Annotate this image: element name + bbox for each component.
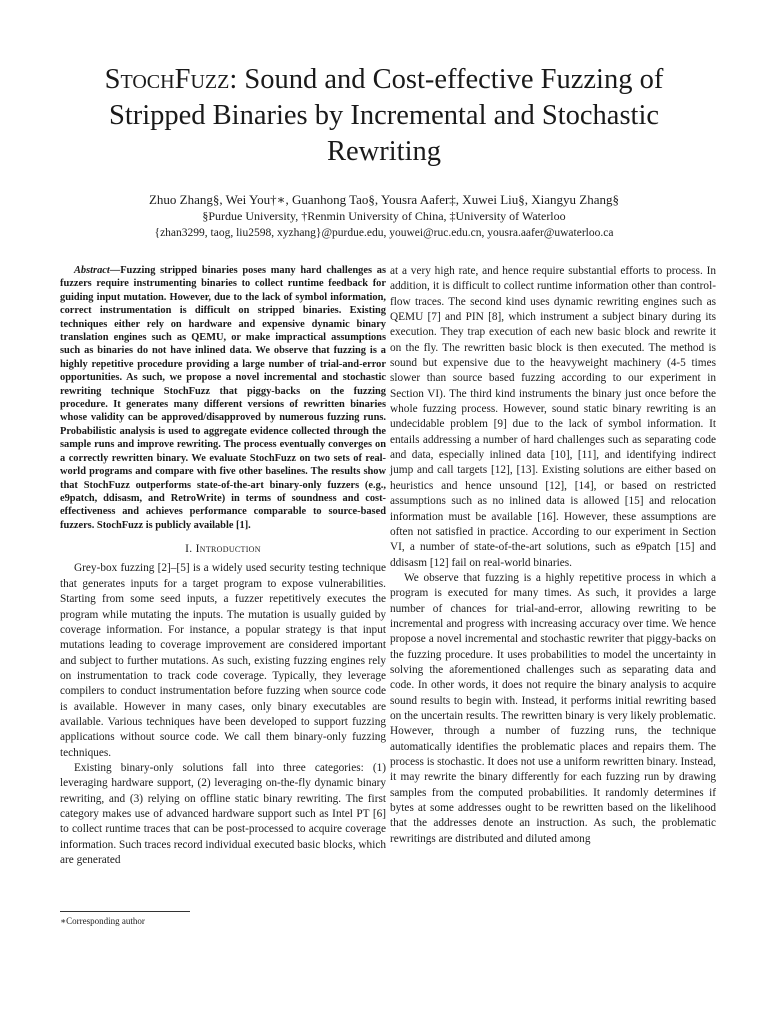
intro-paragraph-3: We observe that fuzzing is a highly repetitive process in which a program is executed for many times. As such, it provides a large number of chances for trial-and-error, allowing rewriting to be incremental and progress with increasing accuracy over time. We hence propose a novel incremental and stochastic rewriter that piggy-backs on the fuzzing procedure. It uses probabilities to model the uncertainty in solving the aforementioned challenges such as separating data and code. In other words, it does not require the binary analysis to acquire sound results to begin with. Instead, it performs initial rewriting based on the uncertain results. The rewritten binary is very likely problematic. However, through a number of fuzzing runs, the technique automatically identifies the problematic places and repairs them. The process is stochastic. It does not use a uniform rewritten binary. Instead, it may rewrite the binary differently for each fuzzing run by drawing samples from the computed probabilities. It randomly determines if bytes at some addresses ought to be rewritten based on the likelihood that the addresses denote an instruction. As such, the problematic rewritings are distributed and diluted among [390,571,716,845]
left-column [60,264,386,868]
author-emails: {zhan3299, taog, liu2598, xyzhang}@purdue.edu, youwei@ruc.edu.cn, yousra.aafer@uwaterloo.ca [154,227,614,239]
title-rest: : Sound and Cost-effective Fuzzing of Stripped Binaries by Incremental and Stochastic Rewriting [108,64,664,167]
author-block [60,191,708,242]
abstract-label: Abstract [74,265,110,276]
abstract [60,264,386,532]
right-column [390,264,716,847]
intro-paragraph-2: Existing binary-only solutions fall into three categories: (1) leveraging hardware support, (2) leveraging on-the-fly dynamic binary rewriting, and (3) relying on offline static binary rewriting. The first category makes use of advanced hardware support such as Intel PT [6] to collect runtime traces that can be post-processed to acquire coverage information. Such traces record individual executed basic blocks, which are generated [60,761,386,866]
section-heading-introduction: I. Introduction [185,543,261,556]
footnote-corresponding-author: ∗Corresponding author [60,911,190,927]
affiliations: §Purdue University, †Renmin University of China, ‡University of Waterloo [202,209,566,223]
author-list: Zhuo Zhang§, Wei You†∗, Guanhong Tao§, Yousra Aafer‡, Xuwei Liu§, Xiangyu Zhang§ [148,192,620,207]
intro-paragraph-1: Grey-box fuzzing [2]–[5] is a widely used security testing technique that generates inputs for a target program to expose vulnerabilities. Starting from some seed inputs, a fuzzer repetitively executes the program while mutating the inputs. The mutation is usually guided by coverage information. For instance, a popular strategy is that input mutations leading to coverage improvement are considered important and subject to further mutations. As such, existing fuzzing engines rely on instrumentation to track code coverage. Typically, they leverage compilers to conduct instrumentation before fuzzing when source code is available. However in many cases, only binary executables are available. Various techniques have been developed to support fuzzing applications without source code. We call them binary-only fuzzing techniques. [60,562,386,759]
title-system-name: StochFuzz [104,64,230,95]
abstract-text: —Fuzzing stripped binaries poses many hard challenges as fuzzers require instrumenting binaries to collect runtime feedback for guiding input mutation. However, due to the lack of symbol information, correct instrumentation is difficult on stripped binaries. Existing techniques either rely on hardware and expensive dynamic binary translation engines such as QEMU, or make impractical assumptions such as binaries do not have inlined data. We observe that fuzzing is a highly repetitive procedure providing a large number of trial-and-error opportunities. As such, we propose a novel incremental and stochastic rewriting technique StochFuzz that piggy-backs on the fuzzing procedure. It generates many different versions of rewritten binaries whose validity can be approved/disapproved by numerous fuzzing runs. Probabilistic analysis is used to aggregate evidence collected through the sample runs and improve rewriting. The process eventually converges on a correctly rewritten binary. We evaluate StochFuzz on two sets of real-world programs and compare with five other baselines. The results show that StochFuzz outperforms state-of-the-art binary-only fuzzers (e.g., e9patch, ddisasm, and RetroWrite) in terms of soundness and cost-effectiveness and achieves performance comparable to source-based fuzzers. StochFuzz is publicly available [1]. [60,265,386,531]
paper-title [60,62,708,170]
intro-paragraph-2-continued: at a very high rate, and hence require substantial efforts to process. In addition, it is difficult to collect runtime information other than control-flow traces. The second kind uses dynamic rewriting engines such as QEMU [7] and PIN [8], which instrument a subject binary during its execution. They trap execution of each new basic block and rewrite it on the fly. The rewritten basic block is then executed. The method is sound but expensive due to the heavyweight machinery (4-5 times slower than source based fuzzing according to our experiment in Section VI). The third kind instruments the binary just once before the whole fuzzing process. However, sound static binary rewriting is an undecidable problem [9] due to the lack of symbol information. It entails addressing a number of hard challenges such as separating code and data, especially inlined data [10], [11], and identifying indirect jump and call targets [12], [13]. Existing solutions are either based on heuristics and hence unsound [12], [14], or based on restricted assumptions such as no inlined data is allowed [15] and relocation information must be available [16]. However, these assumptions are often not satisfied in practice. According to our experiment in Section VI, a number of state-of-the-art solutions, such as e9patch [15] and ddisasm [12] fail on real-world binaries. [390,265,716,569]
